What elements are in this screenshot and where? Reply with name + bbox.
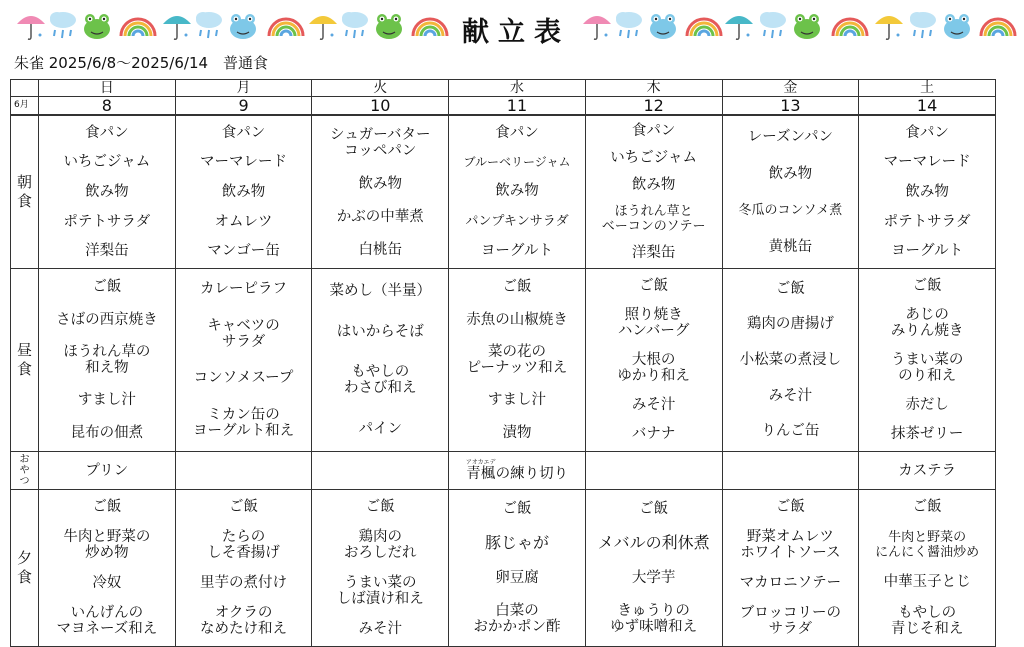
snack-label — [11, 452, 39, 490]
dish-item: たらの しそ香揚げ — [207, 529, 280, 561]
weekday-sat: 土 — [859, 80, 996, 97]
breakfast-cell-10 — [312, 115, 449, 269]
rainbow-icon — [684, 8, 718, 42]
rain-cloud-icon — [612, 8, 646, 42]
dish-item: ヨーグルト — [480, 242, 553, 259]
dish-item: ご飯 — [92, 279, 122, 296]
dinner-cell-14 — [859, 490, 996, 647]
dish-item: 卵豆腐 — [495, 569, 539, 586]
dish-item: ご飯 — [502, 500, 532, 517]
dish-item: 照り焼き ハンバーグ — [617, 306, 690, 339]
page-title: 献立表 — [0, 10, 1024, 49]
dish-item: 冷奴 — [92, 575, 122, 591]
dish-item: きゅうりの ゆず味噌和え — [610, 603, 698, 636]
dish-item: 冬瓜のコンソメ煮 — [738, 203, 843, 219]
dish-item: 豚じゃが — [484, 533, 549, 553]
dish-item: ヨーグルト — [891, 243, 964, 260]
dish-item: 黄桃缶 — [768, 239, 813, 256]
dinner-row — [11, 490, 996, 647]
dish-item: 中華玉子とじ — [883, 574, 971, 591]
dish-item: 昆布の佃煮 — [70, 424, 144, 441]
dish-item: 飲み物 — [221, 183, 266, 200]
dish-item: かぶの中華煮 — [336, 208, 424, 225]
lunch-cell-13 — [722, 269, 859, 452]
dish-item: 小松菜の煮浸し — [739, 351, 842, 368]
dish-item: 飲み物 — [358, 175, 402, 192]
dish-item: 食パン — [631, 123, 676, 140]
snack-label-char: お — [19, 454, 30, 465]
dish-item: ご飯 — [365, 499, 395, 515]
frog-icon — [790, 8, 824, 42]
lunch-row — [11, 269, 996, 452]
dinner-cell-12 — [585, 490, 722, 647]
dish-item: バナナ — [631, 426, 676, 443]
dish-item: 牛肉と野菜の 炒め物 — [63, 529, 151, 561]
snack-item: カステラ — [898, 462, 956, 479]
weekday-tue: 火 — [312, 80, 449, 97]
umbrella-icon — [14, 8, 48, 42]
date-12: 12 — [585, 97, 722, 116]
dish-item: ポテトサラダ — [883, 213, 971, 230]
dish-item: あじの みりん焼き — [890, 306, 964, 339]
dinner-cell-10 — [312, 490, 449, 647]
dish-item: カレーピラフ — [200, 281, 288, 298]
rain-cloud-icon — [906, 8, 940, 42]
date-11: 11 — [449, 97, 586, 116]
dish-item: 飲み物 — [495, 183, 539, 200]
snack-item: プリン — [85, 462, 129, 479]
snack-item-ruby-base: 青楓 — [466, 465, 496, 482]
rainbow-icon — [266, 8, 300, 42]
dinner-cell-11 — [449, 490, 586, 647]
dish-item: もやしの 青じそ和え — [890, 604, 964, 637]
breakfast-label-char: 食 — [16, 192, 32, 210]
umbrella-icon — [580, 8, 614, 42]
dish-item: シュガーバター コッペパン — [330, 126, 431, 159]
frog-icon — [226, 8, 260, 42]
dinner-cell-8 — [39, 490, 176, 647]
dish-item: 飲み物 — [768, 165, 813, 182]
dish-item: すまし汁 — [77, 392, 136, 409]
dinner-cell-9 — [175, 490, 312, 647]
breakfast-cell-14 — [859, 115, 996, 269]
dish-item: 食パン — [905, 124, 949, 141]
rain-cloud-icon — [756, 8, 790, 42]
snack-cell-10 — [312, 452, 449, 490]
dish-item: 野菜オムレツ ホワイトソース — [740, 529, 841, 561]
breakfast-cell-8 — [39, 115, 176, 269]
dish-item: 白桃缶 — [358, 241, 402, 258]
dish-item: オクラの なめたけ和え — [200, 605, 288, 637]
dish-item: みそ汁 — [358, 621, 402, 637]
breakfast-row — [11, 115, 996, 269]
dish-item: 食パン — [495, 125, 539, 142]
snack-item: の練り切り — [495, 465, 569, 482]
date-9: 9 — [175, 97, 312, 116]
lunch-cell-12 — [585, 269, 722, 452]
dish-item: 飲み物 — [631, 176, 676, 193]
umbrella-icon — [160, 8, 194, 42]
breakfast-cell-11 — [449, 115, 586, 269]
rain-cloud-icon — [192, 8, 226, 42]
dish-item: さばの西京焼き — [56, 311, 158, 328]
dish-item: ご飯 — [775, 280, 805, 297]
dish-item: ご飯 — [229, 499, 259, 515]
dish-item: 洋梨缶 — [85, 243, 129, 260]
dinner-label-char: 食 — [16, 568, 32, 586]
snack-cell-9 — [175, 452, 312, 490]
dish-item: 白菜の おかかポン酢 — [473, 603, 561, 636]
dish-item: ご飯 — [502, 279, 532, 296]
snack-cell-12 — [585, 452, 722, 490]
rain-cloud-icon — [46, 8, 80, 42]
weekday-fri: 金 — [722, 80, 859, 97]
breakfast-label — [11, 115, 39, 269]
breakfast-cell-9 — [175, 115, 312, 269]
rainy-season-decoration-strip — [0, 8, 1024, 48]
frog-icon — [372, 8, 406, 42]
dish-item: みそ汁 — [631, 397, 676, 414]
dish-item: ほうれん草と ベーコンのソテー — [601, 203, 706, 234]
umbrella-icon — [872, 8, 906, 42]
dish-item: うまい菜の しば漬け和え — [336, 575, 424, 607]
dish-item: メバルの利休煮 — [597, 533, 710, 553]
corner-cell — [11, 80, 39, 97]
dish-item: 漬物 — [502, 424, 532, 441]
dish-item: 菜めし（半量） — [329, 283, 431, 300]
rainbow-icon — [830, 8, 864, 42]
dish-item: ご飯 — [639, 277, 669, 294]
snack-cell-11 — [449, 452, 586, 490]
dish-item: いちごジャム — [63, 154, 151, 171]
rainbow-icon — [118, 8, 152, 42]
dish-item: りんご缶 — [761, 423, 820, 440]
dish-item: 里芋の煮付け — [200, 575, 288, 591]
menu-period-subtitle: 朱雀 2025/6/8～2025/6/14 普通食 — [14, 54, 269, 72]
date-header-row — [11, 97, 996, 116]
lunch-cell-8 — [39, 269, 176, 452]
weekday-header-row — [11, 80, 996, 97]
breakfast-label-char: 朝 — [16, 173, 32, 191]
dish-item: 飲み物 — [85, 183, 129, 200]
dish-item: マーマレード — [883, 154, 971, 171]
lunch-label — [11, 269, 39, 452]
breakfast-cell-13 — [722, 115, 859, 269]
dish-item: ブルーベリージャム — [463, 155, 571, 170]
snack-label-char: や — [19, 465, 30, 476]
dish-item: みそ汁 — [768, 387, 813, 404]
date-10: 10 — [312, 97, 449, 116]
snack-label-char: つ — [19, 476, 30, 487]
dish-item: 洋梨缶 — [631, 244, 676, 261]
dish-item: キャベツの サラダ — [207, 317, 280, 350]
snack-cell-8 — [39, 452, 176, 490]
dish-item: 鶏肉の唐揚げ — [746, 316, 834, 333]
dish-item: ご飯 — [639, 500, 669, 517]
dish-item: すまし汁 — [487, 392, 546, 409]
dish-item: ご飯 — [92, 499, 122, 515]
umbrella-icon — [306, 8, 340, 42]
dish-item: 大根の ゆかり和え — [617, 351, 690, 384]
lunch-cell-9 — [175, 269, 312, 452]
lunch-label-char: 昼 — [16, 341, 32, 359]
dish-item: 大学芋 — [631, 569, 676, 586]
dish-item: ご飯 — [912, 499, 942, 516]
weekly-menu-table — [10, 79, 996, 647]
dish-item: マカロニソテー — [739, 575, 842, 591]
dish-item: はいからそば — [336, 323, 424, 340]
date-13: 13 — [722, 97, 859, 116]
month-label: 6月 — [11, 97, 39, 116]
umbrella-icon — [722, 8, 756, 42]
frog-icon — [646, 8, 680, 42]
rainbow-icon — [410, 8, 444, 42]
lunch-label-char: 食 — [16, 360, 32, 378]
ruby-reading: アオカエデ — [465, 458, 496, 466]
rainbow-icon — [978, 8, 1012, 42]
dish-item: 食パン — [85, 124, 129, 141]
lunch-cell-11 — [449, 269, 586, 452]
dish-item: 鶏肉の おろしだれ — [344, 529, 417, 561]
dish-item: 赤魚の山椒焼き — [466, 311, 568, 328]
lunch-cell-10 — [312, 269, 449, 452]
dish-item: もやしの わさび和え — [344, 364, 417, 397]
dish-item: パンプキンサラダ — [465, 213, 569, 229]
dish-item: ご飯 — [912, 277, 942, 294]
breakfast-cell-12 — [585, 115, 722, 269]
dish-item: ブロッコリーの サラダ — [739, 605, 841, 637]
dish-item: ポテトサラダ — [63, 213, 151, 230]
dinner-cell-13 — [722, 490, 859, 647]
lunch-cell-14 — [859, 269, 996, 452]
rain-cloud-icon — [338, 8, 372, 42]
frog-icon — [80, 8, 114, 42]
dish-item: パイン — [358, 420, 402, 437]
weekday-mon: 月 — [175, 80, 312, 97]
dinner-label — [11, 490, 39, 647]
dish-item: 赤だし — [905, 397, 949, 414]
date-8: 8 — [39, 97, 176, 116]
dish-item: ご飯 — [775, 499, 805, 515]
dish-item: ミカン缶の ヨーグルト和え — [193, 406, 295, 439]
dish-item: 牛肉と野菜の にんにく醤油炒め — [875, 529, 980, 560]
dish-item: うまい菜の のり和え — [890, 351, 964, 384]
dish-item: マンゴー缶 — [207, 243, 280, 260]
dish-item: 食パン — [221, 124, 266, 141]
snack-cell-13 — [722, 452, 859, 490]
dish-item: マーマレード — [200, 154, 288, 171]
dish-item: オムレツ — [214, 213, 273, 230]
snack-row — [11, 452, 996, 490]
date-14: 14 — [859, 97, 996, 116]
weekday-thu: 木 — [585, 80, 722, 97]
dish-item: 菜の花の ピーナッツ和え — [466, 343, 568, 376]
snack-cell-14 — [859, 452, 996, 490]
weekday-wed: 水 — [449, 80, 586, 97]
dish-item: ほうれん草の 和え物 — [63, 343, 151, 376]
dinner-label-char: 夕 — [16, 549, 32, 567]
dish-item: コンソメスープ — [193, 370, 294, 387]
dish-item: 抹茶ゼリー — [890, 426, 964, 443]
dish-item: 飲み物 — [905, 183, 949, 200]
dish-item: いんげんの マヨネーズ和え — [56, 605, 158, 637]
dish-item: いちごジャム — [610, 150, 698, 167]
dish-item: レーズンパン — [747, 128, 833, 145]
frog-icon — [940, 8, 974, 42]
weekday-sun: 日 — [39, 80, 176, 97]
